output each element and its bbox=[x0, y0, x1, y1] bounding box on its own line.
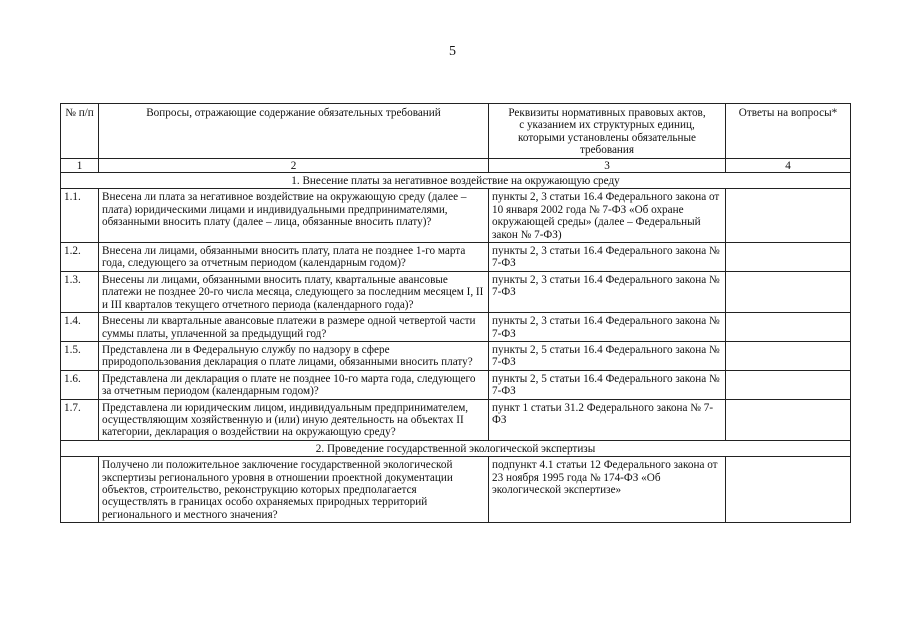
row-legal-reference: подпункт 4.1 статьи 12 Федерального закона от 23 ноября 1995 года № 174-ФЗ «Об экологической экспертизе» bbox=[489, 457, 726, 523]
section-row-2 bbox=[61, 440, 851, 456]
section-title-1: 1. Внесение платы за негативное воздействие на окружающую среду bbox=[61, 173, 851, 189]
row-number: 1.1. bbox=[61, 189, 99, 243]
header-requisites: Реквизиты нормативных правовых актов, с указанием их структурных единиц, которыми установлены обязательные требования bbox=[489, 104, 726, 159]
row-question: Внесены ли лицами, обязанными вносить плату, квартальные авансовые платежи не позднее 20-го числа месяца, следующего за последним месяцем I, II и III кварталов текущего отчетного периода (календарного года)? bbox=[99, 271, 489, 312]
table-row bbox=[61, 271, 851, 312]
section-row-1 bbox=[61, 173, 851, 189]
requirements-table-body bbox=[61, 104, 851, 523]
row-legal-reference: пункты 2, 3 статьи 16.4 Федерального закона № 7-ФЗ bbox=[489, 271, 726, 312]
row-legal-reference: пункты 2, 3 статьи 16.4 Федерального закона № 7-ФЗ bbox=[489, 313, 726, 342]
row-legal-reference: пункты 2, 3 статьи 16.4 Федерального закона от 10 января 2002 года № 7-ФЗ «Об охране окружающей среды» (далее – Федеральный закон № 7-ФЗ) bbox=[489, 189, 726, 243]
row-question: Внесена ли плата за негативное воздействие на окружающую среду (далее – плата) юридическими лицами и индивидуальными предпринимателями, обязанными вносить плату (далее – лица, обязанные вносить плату)? bbox=[99, 189, 489, 243]
table-row bbox=[61, 457, 851, 523]
table-row bbox=[61, 370, 851, 399]
row-number: 1.2. bbox=[61, 243, 99, 272]
row-answer bbox=[726, 370, 851, 399]
row-question: Представлена ли в Федеральную службу по надзору в сфере природопользования декларация о плате лицами, обязанными вносить плату? bbox=[99, 341, 489, 370]
row-legal-reference: пункты 2, 5 статьи 16.4 Федерального закона № 7-ФЗ bbox=[489, 370, 726, 399]
table-row bbox=[61, 243, 851, 272]
table-row bbox=[61, 313, 851, 342]
row-answer bbox=[726, 457, 851, 523]
row-number: 1.3. bbox=[61, 271, 99, 312]
column-number-2: 2 bbox=[99, 158, 489, 172]
row-answer bbox=[726, 189, 851, 243]
row-question: Внесена ли лицами, обязанными вносить плату, плата не позднее 1-го марта года, следующего за отчетным периодом (календарным годом)? bbox=[99, 243, 489, 272]
table-row bbox=[61, 189, 851, 243]
table-row bbox=[61, 341, 851, 370]
header-question: Вопросы, отражающие содержание обязательных требований bbox=[99, 104, 489, 159]
header-answers: Ответы на вопросы* bbox=[726, 104, 851, 159]
row-answer bbox=[726, 399, 851, 440]
table-row bbox=[61, 399, 851, 440]
row-number: 1.6. bbox=[61, 370, 99, 399]
row-answer bbox=[726, 271, 851, 312]
row-answer bbox=[726, 341, 851, 370]
row-number: 1.5. bbox=[61, 341, 99, 370]
row-answer bbox=[726, 313, 851, 342]
row-question: Представлена ли декларация о плате не позднее 10-го марта года, следующего за отчетным периодом (календарным годом)? bbox=[99, 370, 489, 399]
row-number: 1.4. bbox=[61, 313, 99, 342]
row-question: Внесены ли квартальные авансовые платежи в размере одной четвертой части суммы платы, уплаченной за предыдущий год? bbox=[99, 313, 489, 342]
row-legal-reference: пункты 2, 3 статьи 16.4 Федерального закона № 7-ФЗ bbox=[489, 243, 726, 272]
column-number-3: 3 bbox=[489, 158, 726, 172]
column-numbers-row bbox=[61, 158, 851, 172]
requirements-table bbox=[60, 103, 851, 523]
row-legal-reference: пункт 1 статьи 31.2 Федерального закона № 7-ФЗ bbox=[489, 399, 726, 440]
column-number-1: 1 bbox=[61, 158, 99, 172]
row-number: 1.7. bbox=[61, 399, 99, 440]
column-number-4: 4 bbox=[726, 158, 851, 172]
row-question: Представлена ли юридическим лицом, индивидуальным предпринимателем, осуществляющим хозяйственную и (или) иную деятельность на объектах II категории, декларация о воздействии на окружающую среду? bbox=[99, 399, 489, 440]
row-legal-reference: пункты 2, 5 статьи 16.4 Федерального закона № 7-ФЗ bbox=[489, 341, 726, 370]
header-num: № п/п bbox=[61, 104, 99, 159]
header-row bbox=[61, 104, 851, 159]
row-answer bbox=[726, 243, 851, 272]
section-title-2: 2. Проведение государственной экологической экспертизы bbox=[61, 440, 851, 456]
page-number: 5 bbox=[449, 44, 456, 59]
row-number bbox=[61, 457, 99, 523]
row-question: Получено ли положительное заключение государственной экологической экспертизы регионального уровня в отношении проектной документации объектов, строительство, реконструкцию которых предполагается осуществлять в границах особо охраняемых природных территорий регионального и местного значения? bbox=[99, 457, 489, 523]
